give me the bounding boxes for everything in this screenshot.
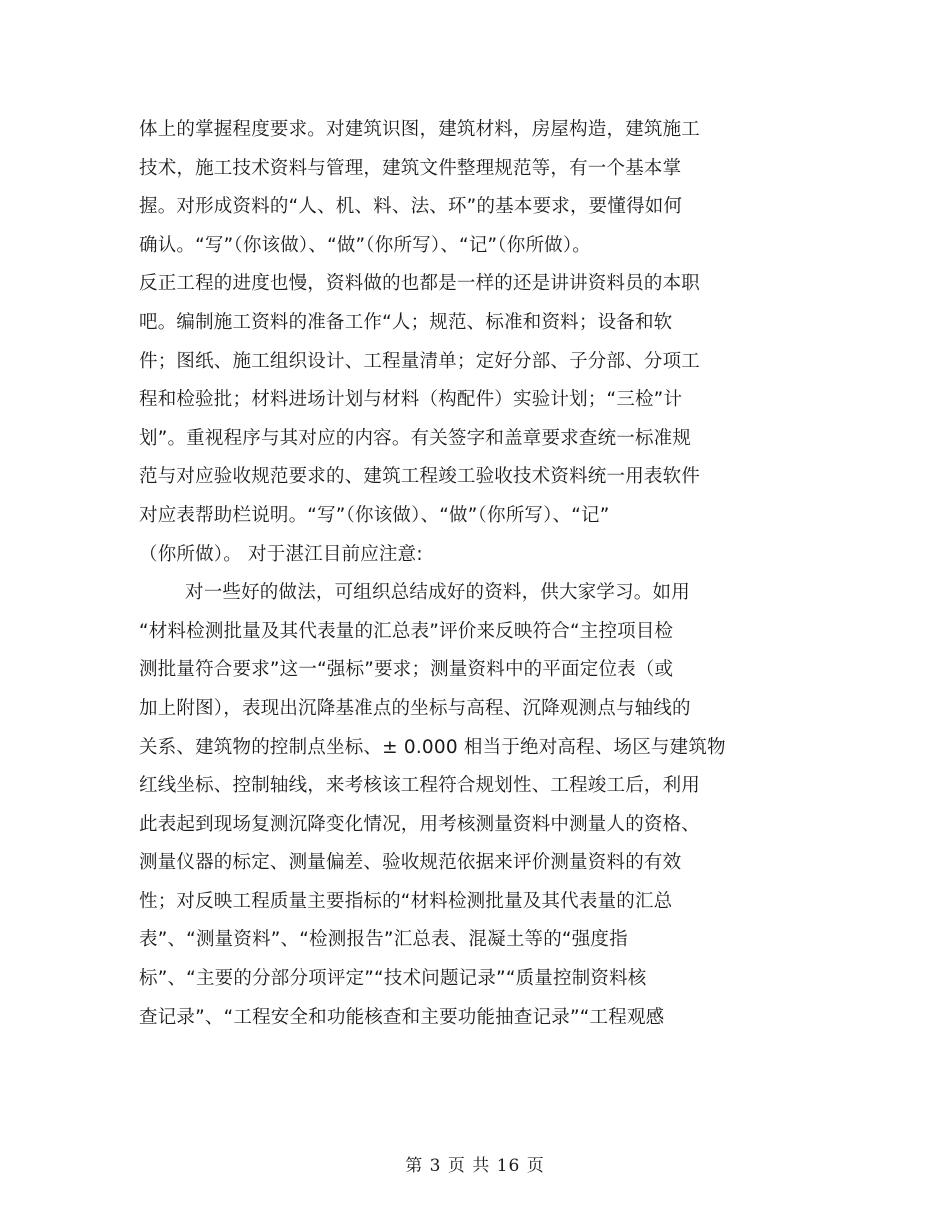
text-line: 性；对反映工程质量主要指标的“材料检测批量及其代表量的汇总 (139, 890, 673, 912)
text-line: 确认。“写”（你该做）、“做”（你所写）、“记”（你所做）。 (139, 234, 592, 256)
text-line: 体上的掌握程度要求。对建筑识图，建筑材料，房屋构造，建筑施工 (139, 119, 701, 140)
text-line: 握。对形成资料的“人、机、料、法、环”的基本要求，要懂得如何 (139, 196, 683, 218)
text-line: 红线坐标、控制轴线，来考核该工程符合规划性、工程竣工后，利用 (139, 775, 701, 797)
text-line: 技术，施工技术资料与管理，建筑文件整理规范等，有一个基本掌 (139, 157, 682, 179)
text-line: 加上附图），表现出沉降基准点的坐标与高程、沉降观测点与轴线的 (139, 697, 691, 719)
text-line: 测批量符合要求”这一“强标”要求；测量资料中的平面定位表（或 (139, 659, 674, 681)
text-line: 测量仪器的标定、测量偏差、验收规范依据来评价测量资料的有效 (139, 852, 682, 874)
text-line: 吧。编制施工资料的准备工作“人；规范、标准和资料；设备和软 (139, 311, 673, 333)
text-line: 查记录”、“工程安全和功能核查和主要功能抽查记录”“工程观感 (139, 1006, 665, 1028)
text-line: 关系、建筑物的控制点坐标、± 0.000 相当于绝对高程、场区与建筑物 (139, 736, 726, 758)
body-text (139, 111, 799, 1037)
text-line: 划”。重视程序与其对应的内容。有关签字和盖章要求查统一标准规 (139, 427, 692, 449)
text-line: 件；图纸、施工组织设计、工程量清单；定好分部、子分部、分项工 (139, 350, 701, 372)
text-line: 对应表帮助栏说明。“写”（你该做）、“做”（你所写）、“记” (139, 504, 610, 526)
text-line: 此表起到现场复测沉降变化情况，用考核测量资料中测量人的资格、 (139, 813, 701, 835)
page-number-footer: 第 3 页 共 16 页 (405, 1156, 545, 1176)
text-line: “材料检测批量及其代表量的汇总表”评价来反映符合“主控项目检 (139, 620, 674, 642)
paragraph-start-line: 对一些好的做法，可组织总结成好的资料，供大家学习。如用 (185, 582, 690, 604)
text-line: （你所做）。 对于湛江目前应注意: (139, 543, 423, 565)
text-line: 标”、“主要的分部分项评定”“技术问题记录”“质量控制资料核 (139, 968, 647, 990)
text-line: 范与对应验收规范要求的、建筑工程竣工验收技术资料统一用表软件 (139, 466, 701, 488)
text-line: 程和检验批；材料进场计划与材料（构配件）实验计划；“三检”计 (139, 389, 683, 411)
text-line: 反正工程的进度也慢，资料做的也都是一样的还是讲讲资料员的本职 (139, 273, 701, 295)
text-line: 表”、“测量资料”、“检测报告”汇总表、混凝土等的“强度指 (139, 929, 628, 951)
